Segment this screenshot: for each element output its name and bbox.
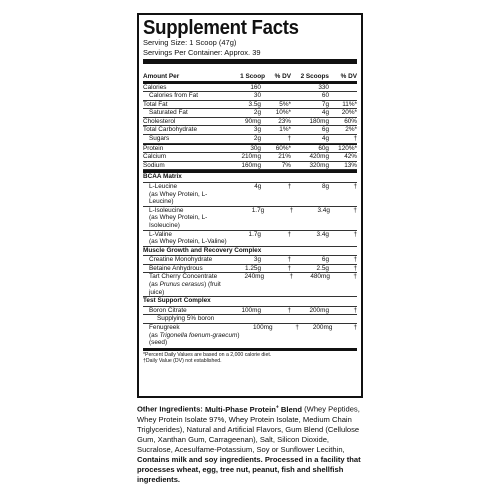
ingredient-row: Betaine Anhydrous 1.25g † 2.5g † <box>143 265 357 274</box>
ingredient-source: (as Whey Protein, L-Leucine) <box>149 190 208 206</box>
ingredient-name: Fenugreek <box>149 324 180 332</box>
ingredient-name: L-Isoleucine <box>149 206 184 214</box>
ingredient-row: Boron Citrate 100mg † 200mg † <box>143 307 357 316</box>
header-dv-2: % DV <box>340 73 357 81</box>
nutrient-row: Calories 160 330 <box>143 84 357 93</box>
nutrient-row: Sugars 2g † 4g † <box>143 135 357 144</box>
ingredient-row: L-Leucine (as Whey Protein, L-Leucine) 4g † 8g † <box>143 183 357 207</box>
allergen-statement: Contains milk and soy ingredients. Processed in a facility that processes wheat, egg, tree nut, peanut, fish and shellfish ingredients. <box>137 455 361 485</box>
ingredient-row: Fenugreek (as Trigonella foenum-graecum) (seed) 100mg † 200mg † <box>149 324 358 347</box>
bcaa-section-title: BCAA Matrix <box>143 170 357 183</box>
serving-size: Serving Size: 1 Scoop (47g) <box>143 38 237 47</box>
other-ingredients <box>137 402 365 485</box>
ingredient-name: L-Leucine <box>149 182 178 190</box>
nutrient-row: Calories from Fat 30 60 <box>143 92 357 101</box>
column-header-row <box>143 65 357 81</box>
divider-thick <box>143 59 357 64</box>
header-2-scoops: 2 Scoops <box>300 73 329 81</box>
ingredient-row: L-Valine (as Whey Protein, L-Valine) 1.7g † 3.4g † <box>143 231 357 247</box>
ingredient-row: L-Isoleucine (as Whey Protein, L-Isoleucine) 1.7g † 3.4g † <box>143 207 357 231</box>
blend-name: Multi-Phase Protein+ Blend <box>204 404 302 414</box>
ingredient-name: Boron Citrate <box>149 306 187 314</box>
footnote-no-dv: †Daily Value (DV) not established. <box>143 358 222 365</box>
header-1-scoop: 1 Scoop <box>240 73 265 81</box>
ingredient-source: (as Whey Protein, L-Isoleucine) <box>149 214 208 229</box>
supplement-facts-panel <box>137 13 363 398</box>
nutrient-list <box>143 84 357 171</box>
ingredient-row: Tart Cherry Concentrate (as Prunus cerasus) (fruit juice) 240mg † 480mg † <box>143 273 357 297</box>
header-amount: Amount Per <box>143 73 180 81</box>
nutrient-row: Cholesterol 90mg 23% 180mg 60% <box>143 117 357 125</box>
nutrient-row: Sodium 160mg 7% 320mg 13% <box>143 161 357 169</box>
header-dv-1: % DV <box>274 73 291 81</box>
ingredient-source: (as Trigonella foenum-graecum) (seed) <box>149 331 240 347</box>
other-ingredients-label: Other Ingredients: <box>137 404 203 414</box>
nutrient-row: Total Carbohydrate 3g 1%* 6g 2%* <box>143 126 357 134</box>
muscle-list <box>143 256 357 273</box>
footnote-dv: *Percent Daily Values are based on a 2,000 calorie diet. <box>143 352 272 359</box>
ingredient-source: (as Prunus cerasus) (fruit juice) <box>149 280 221 296</box>
nutrient-row: Total Fat 3.5g 5%* 7g 11%* <box>143 100 357 108</box>
footnotes <box>143 348 357 364</box>
servings-per-container: Servings Per Container: Approx. 39 <box>143 47 261 57</box>
ingredient-source: (as Whey Protein, L-Valine) <box>149 238 227 246</box>
boron-supply-note: Supplying 5% boron <box>143 315 357 324</box>
panel-title: Supplement Facts <box>143 17 299 39</box>
ingredient-row: Creatine Monohydrate 3g † 6g † <box>143 256 357 265</box>
muscle-section-title: Muscle Growth and Recovery Complex <box>143 247 357 257</box>
nutrient-row: Calcium 210mg 21% 420mg 42% <box>143 153 357 161</box>
ingredient-name: L-Valine <box>149 230 172 238</box>
nutrient-row: Saturated Fat 2g 10%* 4g 20%* <box>143 109 357 118</box>
other-ingredients-text: (Whey Peptides, Whey Protein Isolate 97%, Whey Protein Isolate, Medium Chain Triglycerides), Natural and Artificial Flavors, Gum Blend (Cellulose Gum, Xanthan Gum, Carrageenan), Salt, Silicon Dioxide, Sucralose, Acesulfame-Potassium, Soy or Sunflower Lecithin, <box>137 404 360 454</box>
ingredient-name: Tart Cherry Concentrate <box>149 273 218 281</box>
bcaa-list <box>143 183 357 247</box>
nutrient-row: Protein 30g 60%* 60g 120%* <box>143 144 357 152</box>
test-section-title: Test Support Complex <box>143 297 357 307</box>
